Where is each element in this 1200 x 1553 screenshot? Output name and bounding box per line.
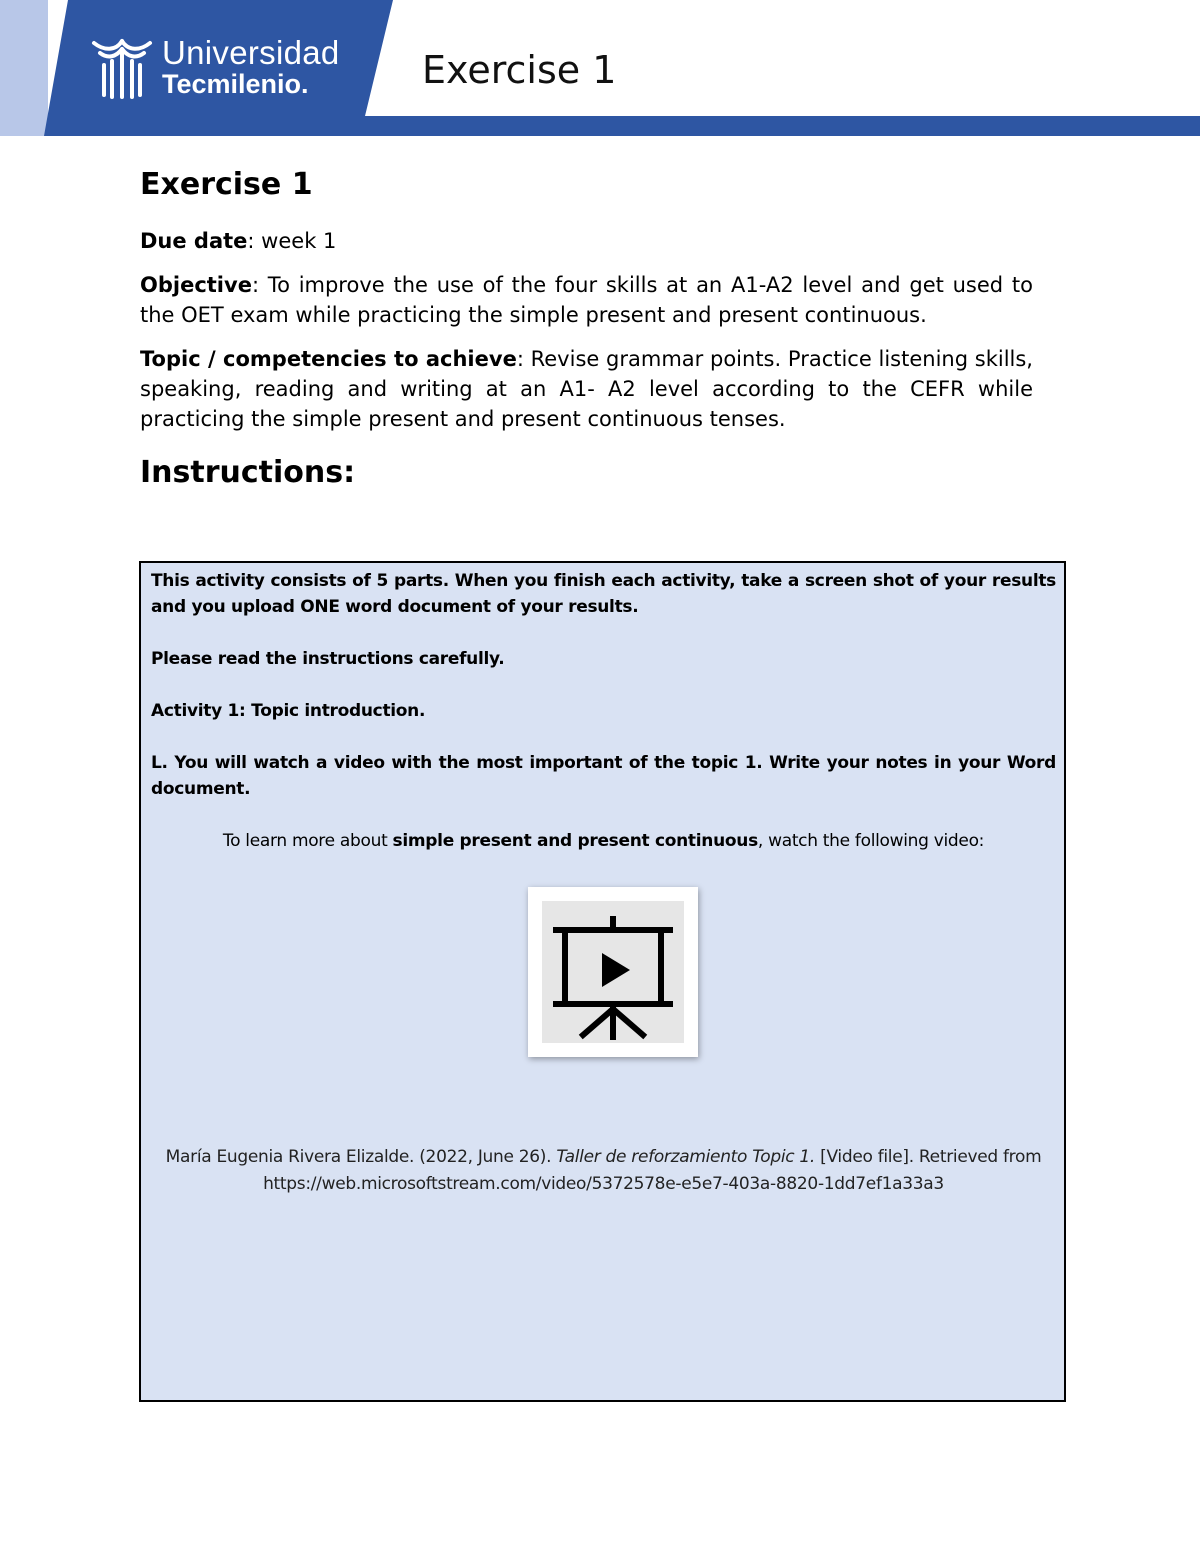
citation-author: María Eugenia Rivera Elizalde. (2022, June 26). [165,1147,557,1167]
topic-paragraph [140,344,1033,434]
citation-rest: [Video file]. Retrieved from https://web.microsoftstream.com/video/5372578e-e5e7-403a-8820-1dd7ef1a33a3 [263,1147,1042,1194]
presentation-video-icon [542,901,684,1043]
header-title: Exercise 1 [422,48,617,92]
university-logo [90,32,340,102]
instructions-heading: Instructions: [140,455,356,490]
video-prompt-pre: To learn more about [222,831,393,851]
citation-title: Taller de reforzamiento Topic 1. [556,1147,816,1167]
topic-text: : Revise grammar points. Practice listening skills, speaking, reading and writing at an A1- A2 level according to the CEFR while practicing the simple present and present continuous tenses. [140,347,1033,431]
video-prompt-post: , watch the following video: [757,831,985,851]
instructions-p1: This activity consists of 5 parts. When you finish each activity, take a screen shot of your results and you upload ONE word document of your results. [151,571,1056,617]
due-date-line [140,226,1033,256]
page-header [0,0,1200,140]
logo-tecmilenio-text: Tecmilenio. [162,69,309,99]
video-prompt-bold: simple present and present continuous [392,831,758,851]
video-link-card[interactable] [528,887,698,1057]
document-body [140,166,1033,492]
instructions-p4: L. You will watch a video with the most important of the topic 1. Write your notes in your Word document. [151,753,1056,799]
objective-text: : To improve the use of the four skills at an A1-A2 level and get used to the OET exam while practicing the simple present and present continuous. [140,273,1033,327]
objective-paragraph [140,270,1033,330]
instructions-p2: Please read the instructions carefully. [151,649,505,669]
topic-label: Topic / competencies to achieve [140,347,517,371]
video-thumbnail[interactable] [542,901,684,1043]
objective-label: Objective [140,273,252,297]
logo-university-text: Universidad [162,34,340,71]
video-prompt [151,828,1056,854]
video-citation [151,1144,1056,1198]
activity-title: Activity 1: Topic introduction. [151,701,426,721]
due-date-value: : week 1 [247,229,337,253]
instructions-box [139,561,1066,1402]
exercise-heading: Exercise 1 [140,167,313,202]
due-date-label: Due date [140,229,248,253]
tecmilenio-logo-icon [90,35,154,99]
